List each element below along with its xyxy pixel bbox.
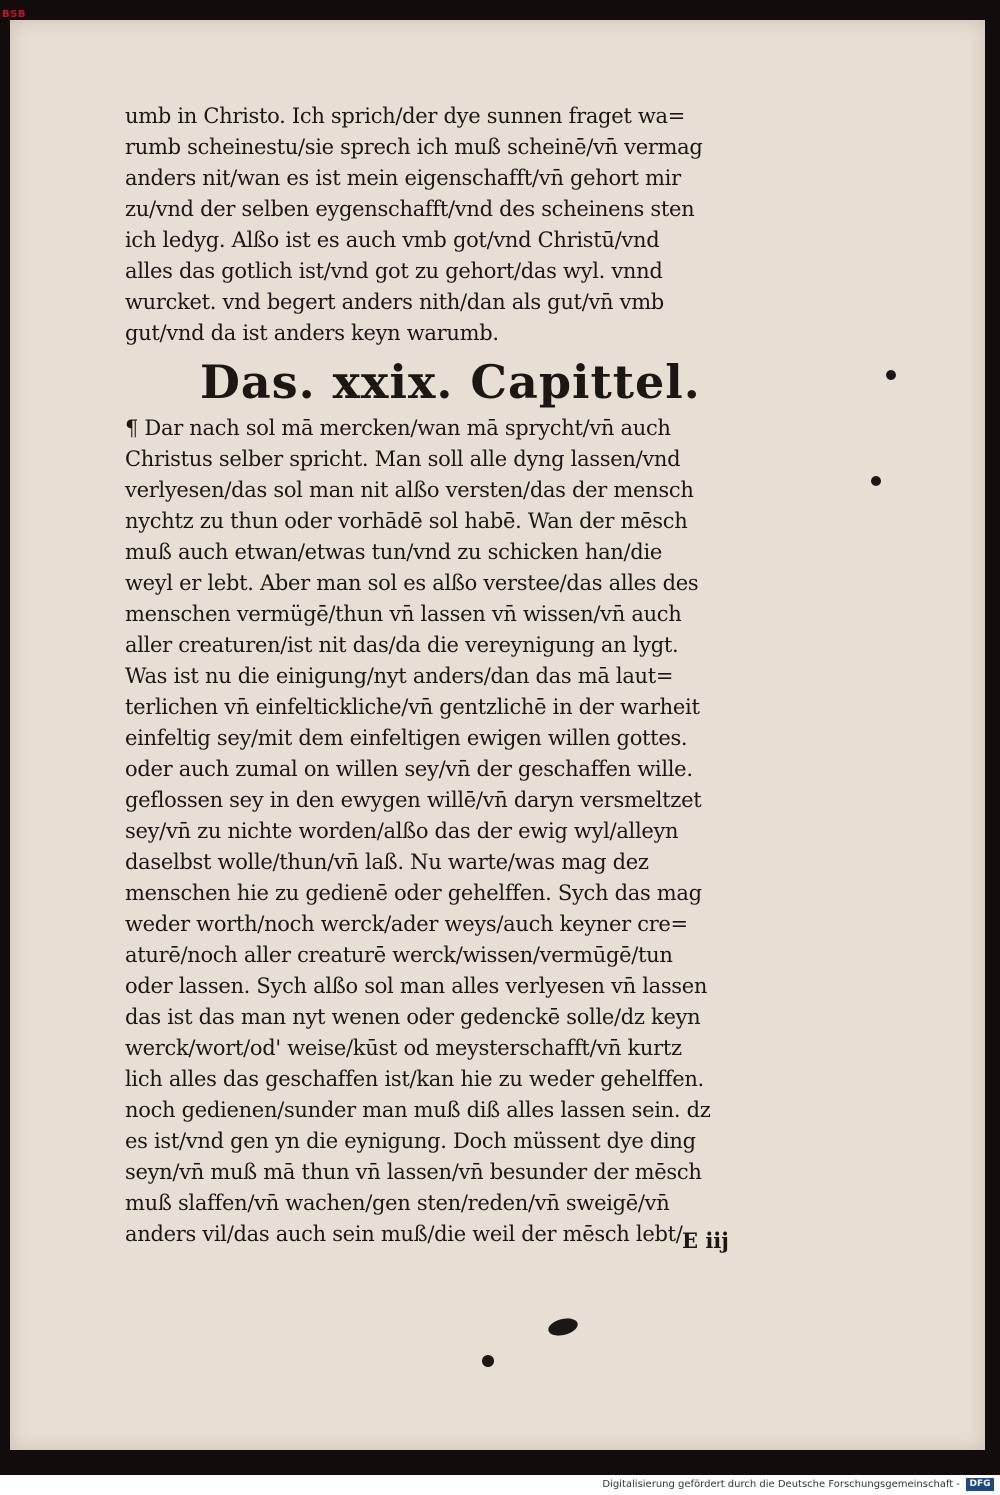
dfg-logo: DFG: [966, 1478, 994, 1491]
text-line: noch gedienen/sunder man muß diß alles lassen sein. dz: [125, 1098, 711, 1122]
text-line: oder lassen. Sych alßo sol man alles verlyesen vn̄ lassen: [125, 974, 708, 998]
funding-credit: Digitalisierung gefördert durch die Deutsche Forschungsgemeinschaft -: [602, 1479, 960, 1490]
text-line: gut/vnd da ist anders keyn warumb.: [125, 321, 499, 345]
text-top: [125, 101, 815, 349]
text-line: zu/vnd der selben eygenschafft/vnd des scheinens sten: [125, 197, 695, 221]
text-line: menschen hie zu gedienē oder gehelffen. Sych das mag: [125, 881, 702, 905]
text-line: geflossen sey in den ewygen willē/vn̄ daryn versmeltzet: [125, 788, 702, 812]
text-line: daselbst wolle/thun/vn̄ laß. Nu warte/was mag dez: [125, 850, 649, 874]
ink-spot: [871, 476, 881, 486]
text-line: werck/wort/od' weise/kūst od meysterschafft/vn̄ kurtz: [125, 1036, 682, 1060]
text-line: das ist das man nyt wenen oder gedenckē solle/dz keyn: [125, 1005, 701, 1029]
text-line: Christus selber spricht. Man soll alle dyng lassen/vnd: [125, 447, 681, 471]
text-line: ich ledyg. Alßo ist es auch vmb got/vnd Christū/vnd: [125, 228, 660, 252]
text-line: aturē/noch aller creaturē werck/wissen/vermūgē/tun: [125, 943, 673, 967]
text-line: anders nit/wan es ist mein eigenschafft/vn̄ gehort mir: [125, 166, 681, 190]
text-body: [125, 413, 815, 1250]
text-line: nychtz zu thun oder vorhādē sol habē. Wan der mēsch: [125, 509, 688, 533]
text-line: terlichen vn̄ einfeltickliche/vn̄ gentzlichē in der warheit: [125, 695, 700, 719]
signature-mark: E iij: [682, 1228, 729, 1253]
text-line: weyl er lebt. Aber man sol es alßo verstee/das alles des: [125, 571, 699, 595]
text-line: Was ist nu die einigung/nyt anders/dan das mā laut=: [125, 664, 674, 688]
text-line: muß auch etwan/etwas tun/vnd zu schicken han/die: [125, 540, 662, 564]
text-line: oder auch zumal on willen sey/vn̄ der geschaffen wille.: [125, 757, 693, 781]
text-line: seyn/vn̄ muß mā thun vn̄ lassen/vn̄ besunder der mēsch: [125, 1160, 702, 1184]
text-line: es ist/vnd gen yn die eynigung. Doch müssent dye ding: [125, 1129, 696, 1153]
text-line: aller creaturen/ist nit das/da die vereynigung an lygt.: [125, 633, 679, 657]
ink-spot: [482, 1355, 494, 1367]
text-line: lich alles das geschaffen ist/kan hie zu weder gehelffen.: [125, 1067, 704, 1091]
text-line: umb in Christo. Ich sprich/der dye sunnen fraget wa=: [125, 104, 686, 128]
bsb-logo: BSB: [2, 9, 26, 20]
page-text: [125, 101, 815, 1250]
text-line: anders vil/das auch sein muß/die weil der mēsch lebt/: [125, 1222, 683, 1246]
text-line: menschen vermügē/thun vn̄ lassen vn̄ wissen/vn̄ auch: [125, 602, 682, 626]
text-line: ¶ Dar nach sol mā mercken/wan mā sprycht/vn̄ auch: [125, 416, 671, 440]
text-line: einfeltig sey/mit dem einfeltigen ewigen willen gottes.: [125, 726, 688, 750]
text-line: weder worth/noch werck/ader weys/auch keyner cre=: [125, 912, 688, 936]
text-line: alles das gotlich ist/vnd got zu gehort/das wyl. vnnd: [125, 259, 663, 283]
text-line: wurcket. vnd begert anders nith/dan als gut/vn̄ vmb: [125, 290, 664, 314]
footer-bar: [0, 1475, 1000, 1495]
chapter-heading: Das. xxix. Capittel.: [200, 355, 701, 409]
text-line: muß slaffen/vn̄ wachen/gen sten/reden/vn̄ sweigē/vn̄: [125, 1191, 670, 1215]
ink-spot: [886, 370, 896, 380]
text-line: verlyesen/das sol man nit alßo versten/das der mensch: [125, 478, 694, 502]
text-line: sey/vn̄ zu nichte worden/alßo das der ewig wyl/alleyn: [125, 819, 679, 843]
text-line: rumb scheinestu/sie sprech ich muß scheinē/vn̄ vermag: [125, 135, 703, 159]
